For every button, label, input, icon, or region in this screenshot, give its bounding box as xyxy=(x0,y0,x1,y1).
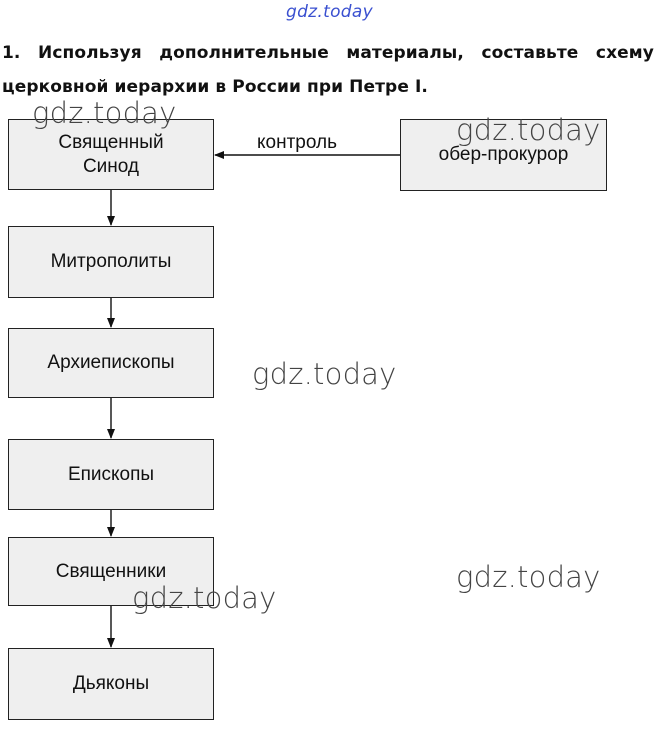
watermark: gdz.today xyxy=(456,560,601,594)
watermark: gdz.today xyxy=(456,113,601,147)
header-watermark: gdz.today xyxy=(286,2,373,22)
node-synod-line2: Синод xyxy=(82,155,140,177)
task-line-2: церковной иерархии в России при Петре I. xyxy=(2,77,428,97)
watermark: gdz.today xyxy=(32,96,177,130)
node-metropolitans-label: Митрополиты xyxy=(50,251,172,272)
node-metropolitans xyxy=(8,226,214,298)
watermark: gdz.today xyxy=(132,581,277,615)
node-priests-label: Священники xyxy=(55,560,167,582)
node-synod-line1: Священный xyxy=(58,131,164,153)
edge-label-control: контроль xyxy=(257,132,337,153)
watermark: gdz.today xyxy=(252,357,397,391)
node-archbishops xyxy=(8,328,214,398)
node-archbishops-label: Архиепископы xyxy=(47,352,175,373)
node-ober-prokuror-label: обер-прокурор xyxy=(438,144,569,165)
node-bishops-label: Епископы xyxy=(67,463,155,485)
node-deacons xyxy=(8,648,214,720)
node-deacons-label: Дьяконы xyxy=(72,673,150,694)
task-line-1: 1. Используя дополнительные материалы, составьте схему xyxy=(2,43,654,63)
node-bishops xyxy=(8,439,214,510)
